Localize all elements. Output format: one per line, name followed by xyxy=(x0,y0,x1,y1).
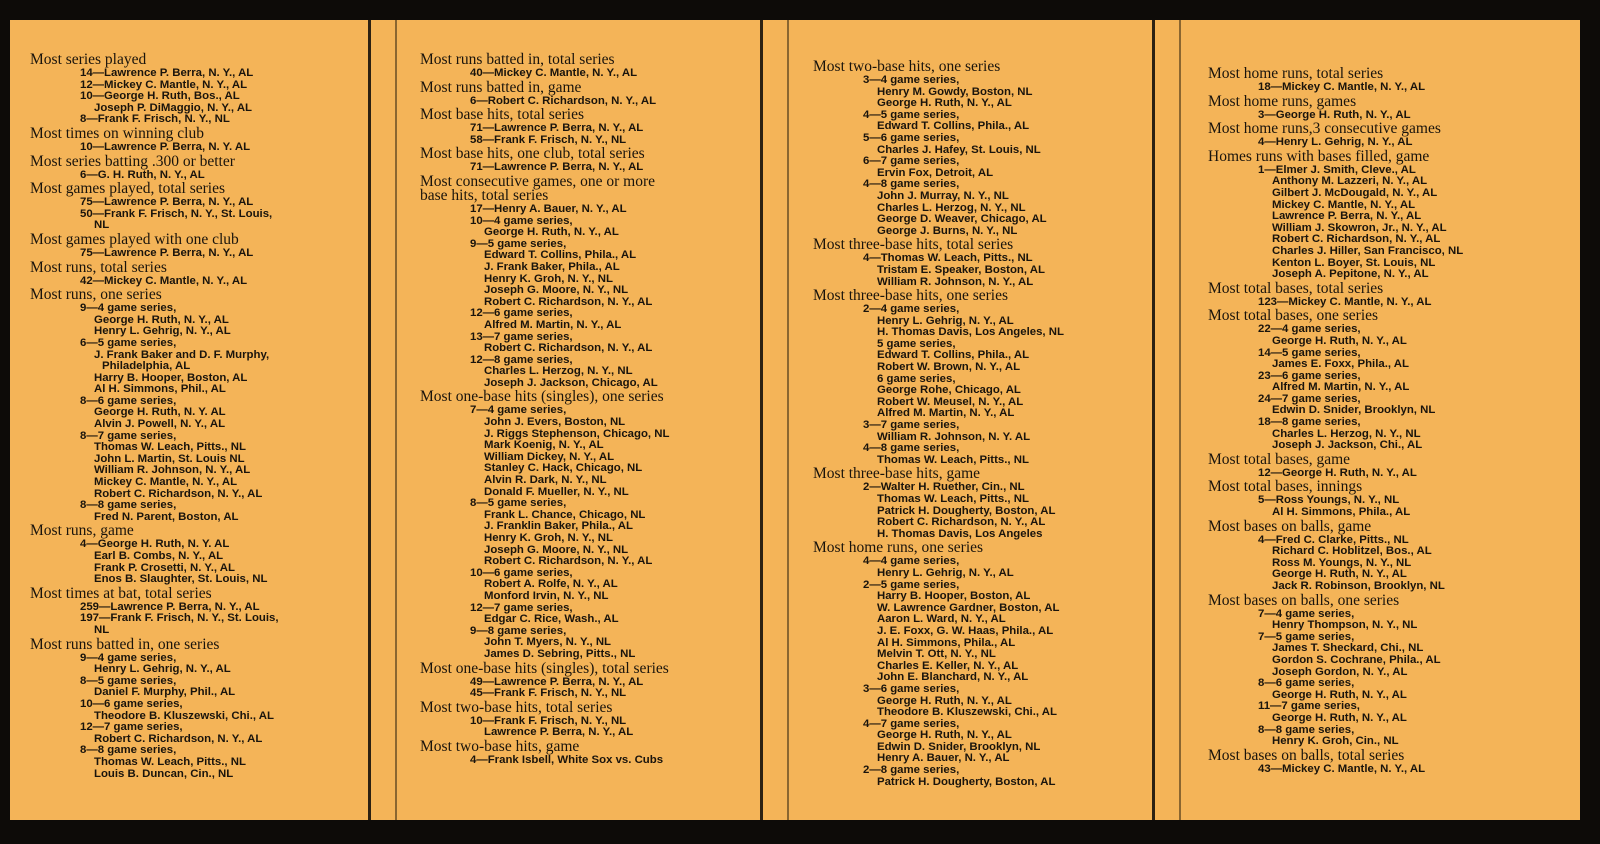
record-entry: 4—Thomas W. Leach, Pitts., NL xyxy=(863,252,1033,265)
record-entry: 23—6 game series, xyxy=(1258,369,1361,382)
record-entry: 45—Frank F. Frisch, N. Y., NL xyxy=(470,687,627,700)
record-section xyxy=(30,523,365,585)
record-entry: 4—George H. Ruth, N. Y. AL xyxy=(80,538,230,551)
record-entry-continued: William R. Johnson, N. Y., AL xyxy=(877,275,1034,288)
record-entry-continued: Anthony M. Lazzeri, N. Y., AL xyxy=(1272,175,1428,188)
record-entry-continued: H. Thomas Davis, Los Angeles xyxy=(877,527,1043,540)
record-entry: 4—Henry L. Gehrig, N. Y., AL xyxy=(1258,136,1413,149)
record-section xyxy=(1208,94,1558,122)
record-entry: 12—Mickey C. Mantle, N. Y., AL xyxy=(80,78,248,91)
record-entry: 10—4 game series, xyxy=(470,214,573,227)
panel-4 xyxy=(1208,66,1558,775)
record-entry: 75—Lawrence P. Berra, N. Y., AL xyxy=(80,246,254,259)
fold-line xyxy=(368,20,371,820)
record-entry-continued: NL xyxy=(94,623,110,636)
record-entry: 14—Lawrence P. Berra, N. Y., AL xyxy=(80,67,254,79)
record-entry-continued: J. Frank Baker and D. F. Murphy, xyxy=(94,348,270,361)
record-section xyxy=(420,661,755,700)
record-entry: 8—Frank F. Frisch, N. Y., NL xyxy=(80,113,230,126)
record-entry-continued: J. Franklin Baker, Phila., AL xyxy=(484,520,633,533)
record-entry: 12—7 game series, xyxy=(470,601,573,614)
record-entry-continued: Charles E. Keller, N. Y., AL xyxy=(877,659,1019,672)
record-entry: 8—5 game series, xyxy=(470,497,567,510)
record-entry: 8—5 game series, xyxy=(80,674,177,687)
record-entry-continued: George J. Burns, N. Y., NL xyxy=(877,224,1018,237)
record-entry: 2—5 game series, xyxy=(863,578,960,591)
record-entry-continued: Henry L. Gehrig, N. Y., AL xyxy=(94,663,231,676)
record-entry: 40—Mickey C. Mantle, N. Y., AL xyxy=(470,67,638,79)
record-entry: 42—Mickey C. Mantle, N. Y., AL xyxy=(80,274,248,287)
panel-2 xyxy=(420,52,755,767)
record-entry: 49—Lawrence P. Berra, N. Y., AL xyxy=(470,675,644,688)
record-entry-continued: Henry A. Bauer, N. Y., AL xyxy=(877,752,1010,765)
record-entry: 18—Mickey C. Mantle, N. Y., AL xyxy=(1258,81,1426,93)
record-heading: Most base hits, total series xyxy=(420,106,585,124)
record-section xyxy=(420,389,755,660)
record-entry-continued: Joseph J. Jackson, Chicago, AL xyxy=(484,376,658,389)
record-entry-continued: Edwin D. Snider, Brooklyn, NL xyxy=(1272,404,1436,417)
record-heading: Most runs batted in, game xyxy=(420,78,582,96)
record-entry-continued: John J. Murray, N. Y., NL xyxy=(877,189,1009,202)
record-entry: 10—George H. Ruth, Bos., AL xyxy=(80,90,240,103)
record-entry-continued: William R. Johnson, N. Y., AL xyxy=(94,464,251,477)
record-entry-continued: Patrick H. Dougherty, Boston, AL xyxy=(877,775,1056,788)
record-entry: 12—7 game series, xyxy=(80,721,183,734)
record-heading: Most one-base hits (singles), one series xyxy=(420,388,664,406)
record-entry: 7—4 game series, xyxy=(470,404,567,417)
record-section xyxy=(813,237,1148,288)
record-entry: 24—7 game series, xyxy=(1258,392,1361,405)
record-entry-continued: Lawrence P. Berra, N. Y., AL xyxy=(484,726,634,739)
record-entry-continued: Robert W. Brown, N. Y., AL xyxy=(877,361,1021,374)
record-entry: 10—6 game series, xyxy=(470,566,573,579)
record-section xyxy=(1208,748,1558,776)
record-entry-continued: Joseph Gordon, N. Y., AL xyxy=(1272,665,1408,678)
record-heading: Most runs, game xyxy=(30,522,134,540)
record-entry: 10—6 game series, xyxy=(80,697,183,710)
record-entry: 10—Frank F. Frisch, N. Y., NL xyxy=(470,714,627,727)
record-entry: 8—6 game series, xyxy=(80,394,177,407)
record-section xyxy=(813,288,1148,466)
record-entry: 11—7 game series, xyxy=(1258,700,1360,713)
record-heading-continued: base hits, total series xyxy=(420,186,549,204)
record-entry-continued: Edward T. Collins, Phila., AL xyxy=(877,120,1030,133)
record-entry: 58—Frank F. Frisch, N. Y., NL xyxy=(470,133,627,146)
record-entry: 8—8 game series, xyxy=(80,499,177,512)
record-entry-continued: Alvin R. Dark, N. Y., NL xyxy=(484,474,607,487)
record-entry-continued: Edwin D. Snider, Brooklyn, NL xyxy=(877,740,1041,753)
record-heading: Most total bases, one series xyxy=(1208,307,1379,325)
record-section xyxy=(813,59,1148,237)
record-section xyxy=(30,126,365,154)
record-entry-continued: Joseph G. Moore, N. Y., NL xyxy=(484,284,629,297)
record-heading: Most three-base hits, game xyxy=(813,465,981,483)
record-section xyxy=(30,287,365,523)
record-entry: 8—7 game series, xyxy=(80,429,177,442)
record-entry-continued: Robert C. Richardson, N. Y., AL xyxy=(877,516,1046,529)
record-entry-continued: 5 game series, xyxy=(877,337,956,350)
record-entry-continued: Al H. Simmons, Phila., AL xyxy=(877,636,1016,649)
record-heading: Most bases on balls, total series xyxy=(1208,746,1405,764)
record-entry-continued: Frank L. Chance, Chicago, NL xyxy=(484,508,646,521)
record-section xyxy=(1208,479,1558,518)
fold-line xyxy=(1179,20,1181,820)
record-entry-continued: Lawrence P. Berra, N. Y., AL xyxy=(1272,210,1422,223)
record-entry: 4—Fred C. Clarke, Pitts., NL xyxy=(1258,533,1409,546)
record-section xyxy=(813,466,1148,540)
record-entry-continued: Robert C. Richardson, N. Y., AL xyxy=(94,732,263,745)
record-entry-continued: George H. Ruth, N. Y., AL xyxy=(484,226,619,239)
record-entry-continued: Henry L. Gehrig, N. Y., AL xyxy=(877,566,1014,579)
record-heading: Most games played with one club xyxy=(30,230,239,248)
record-entry: 5—Ross Youngs, N. Y., NL xyxy=(1258,494,1400,507)
record-entry: 9—4 game series, xyxy=(80,302,177,315)
record-section xyxy=(420,739,755,767)
record-heading: Most series played xyxy=(30,51,147,68)
record-heading: Most runs batted in, one series xyxy=(30,635,220,653)
record-entry-continued: Robert C. Richardson, N. Y., AL xyxy=(484,555,653,568)
record-entry: 3—George H. Ruth, N. Y., AL xyxy=(1258,108,1411,121)
record-entry-continued: George H. Ruth, N. Y., AL xyxy=(1272,688,1407,701)
record-entry-continued: Thomas W. Leach, Pitts., NL xyxy=(877,453,1029,466)
record-entry-continued: Henry K. Groh, Cin., NL xyxy=(1272,735,1399,748)
record-entry-continued: Daniel F. Murphy, Phil., AL xyxy=(94,686,236,699)
record-heading: Most three-base hits, one series xyxy=(813,287,1008,305)
record-heading: Most times at bat, total series xyxy=(30,584,212,602)
record-entry-continued: NL xyxy=(94,219,110,232)
record-entry-continued: Robert W. Meusel, N. Y., AL xyxy=(877,395,1024,408)
record-heading: Most consecutive games, one or more xyxy=(420,172,656,190)
record-entry-continued: Joseph P. DiMaggio, N. Y., AL xyxy=(94,101,253,114)
record-entry-continued: Frank P. Crosetti, N. Y., AL xyxy=(94,561,235,574)
record-entry: 2—4 game series, xyxy=(863,303,960,316)
record-section xyxy=(30,154,365,182)
record-heading: Most total bases, innings xyxy=(1208,478,1363,496)
record-entry: 3—6 game series, xyxy=(863,682,960,695)
record-entry-continued: Charles L. Herzog, N. Y., NL xyxy=(877,201,1026,214)
record-entry: 259—Lawrence P. Berra, N. Y., AL xyxy=(80,600,260,613)
record-entry-continued: Thomas W. Leach, Pitts., NL xyxy=(94,441,246,454)
record-heading: Most base hits, one club, total series xyxy=(420,145,645,163)
record-heading: Most runs batted in, total series xyxy=(420,51,615,68)
record-entry: 10—Lawrence P. Berra, N. Y. AL xyxy=(80,140,251,153)
record-entry: 14—5 game series, xyxy=(1258,346,1361,359)
record-entry-continued: Richard C. Hoblitzel, Bos., AL xyxy=(1272,545,1432,558)
record-entry-continued: Mickey C. Mantle, N. Y., AL xyxy=(94,476,238,489)
record-entry: 8—6 game series, xyxy=(1258,677,1355,690)
record-section xyxy=(1208,593,1558,748)
record-entry-continued: 6 game series, xyxy=(877,372,956,385)
record-entry: 6—G. H. Ruth, N. Y., AL xyxy=(80,168,205,181)
record-heading: Most two-base hits, total series xyxy=(420,698,613,716)
record-entry-continued: Enos B. Slaughter, St. Louis, NL xyxy=(94,573,268,586)
fold-line xyxy=(787,20,789,820)
record-entry-continued: Patrick H. Dougherty, Boston, AL xyxy=(877,504,1056,517)
record-entry-continued: Alfred M. Martin, N. Y., AL xyxy=(1272,381,1410,394)
record-entry: 9—8 game series, xyxy=(470,624,567,637)
record-section xyxy=(420,52,755,80)
record-entry-continued: James T. Sheckard, Chi., NL xyxy=(1272,642,1424,655)
record-entry-continued: Edward T. Collins, Phila., AL xyxy=(484,249,637,262)
record-entry: 1—Elmer J. Smith, Cleve., AL xyxy=(1258,163,1416,176)
record-entry-continued: Jack R. Robinson, Brooklyn, NL xyxy=(1272,580,1445,592)
record-heading: Most two-base hits, game xyxy=(420,737,580,755)
fold-line xyxy=(1152,20,1155,820)
record-entry-continued: Gilbert J. McDougald, N. Y., AL xyxy=(1272,186,1438,199)
record-entry: 8—8 game series, xyxy=(1258,723,1355,736)
record-entry-continued: Donald F. Mueller, N. Y., NL xyxy=(484,485,629,498)
record-section xyxy=(1208,519,1558,593)
record-entry-continued: Joseph J. Jackson, Chi., AL xyxy=(1272,439,1423,452)
record-entry-continued: Philadelphia, AL xyxy=(102,360,191,373)
record-entry-continued: Ervin Fox, Detroit, AL xyxy=(877,166,994,179)
record-entry-continued: Alfred M. Martin, N. Y., AL xyxy=(877,407,1015,420)
record-entry-continued: Robert C. Richardson, N. Y., AL xyxy=(94,487,263,500)
record-section xyxy=(420,107,755,146)
record-entry: 3—7 game series, xyxy=(863,419,960,432)
record-entry-continued: Monford Irvin, N. Y., NL xyxy=(484,589,609,602)
record-entry: 4—8 game series, xyxy=(863,442,960,455)
record-entry-continued: George D. Weaver, Chicago, AL xyxy=(877,213,1047,226)
record-entry: 12—6 game series, xyxy=(470,307,573,320)
record-heading: Most one-base hits (singles), total series xyxy=(420,659,669,677)
record-heading: Most runs, total series xyxy=(30,258,167,276)
record-entry-continued: Alfred M. Martin, N. Y., AL xyxy=(484,318,622,331)
record-entry-continued: Henry K. Groh, N. Y., NL xyxy=(484,272,613,285)
record-entry-continued: Earl B. Combs, N. Y., AL xyxy=(94,550,224,562)
record-entry: 12—George H. Ruth, N. Y., AL xyxy=(1258,466,1417,479)
record-entry-continued: H. Thomas Davis, Los Angeles, NL xyxy=(877,326,1064,339)
record-entry: 71—Lawrence P. Berra, N. Y., AL xyxy=(470,161,644,174)
record-entry: 4—5 game series, xyxy=(863,108,960,121)
record-entry-continued: Ross M. Youngs, N. Y., NL xyxy=(1272,556,1412,569)
record-entry-continued: W. Lawrence Gardner, Boston, AL xyxy=(877,601,1060,614)
record-section xyxy=(30,181,365,232)
record-heading: Most times on winning club xyxy=(30,124,204,142)
record-entry-continued: William R. Johnson, N. Y. AL xyxy=(877,430,1031,443)
record-entry-continued: George H. Ruth, N. Y., AL xyxy=(1272,711,1407,724)
record-entry-continued: Aaron L. Ward, N. Y., AL xyxy=(877,613,1006,626)
record-entry: 6—7 game series, xyxy=(863,155,960,168)
record-entry: 4—Frank Isbell, White Sox vs. Cubs xyxy=(470,753,664,766)
record-entry-continued: Fred N. Parent, Boston, AL xyxy=(94,510,239,523)
record-entry-continued: Henry K. Groh, N. Y., NL xyxy=(484,532,613,544)
record-entry: 9—5 game series, xyxy=(470,237,567,250)
record-entry: 18—8 game series, xyxy=(1258,416,1361,429)
record-entry-continued: John E. Blanchard, N. Y., AL xyxy=(877,671,1029,684)
record-section xyxy=(30,52,365,126)
record-entry-continued: Robert C. Richardson, N. Y., AL xyxy=(484,342,653,355)
record-entry: 50—Frank F. Frisch, N. Y., St. Louis, xyxy=(80,207,273,220)
record-heading: Most games played, total series xyxy=(30,180,225,198)
record-entry-continued: Harry B. Hooper, Boston, AL xyxy=(877,590,1031,603)
record-section xyxy=(1208,308,1558,452)
record-entry-continued: George H. Ruth, N. Y., AL xyxy=(1272,334,1407,347)
record-entry-continued: Charles J. Hiller, San Francisco, NL xyxy=(1272,244,1464,257)
record-section xyxy=(1208,121,1558,149)
record-heading: Most runs, one series xyxy=(30,286,162,304)
record-heading: Most bases on balls, game xyxy=(1208,517,1372,535)
record-entry-continued: Harry B. Hooper, Boston, AL xyxy=(94,371,248,384)
record-entry-continued: Thomas W. Leach, Pitts., NL xyxy=(94,755,246,768)
record-entry-continued: Stanley C. Hack, Chicago, NL xyxy=(484,462,643,475)
record-entry-continued: Mark Koenig, N. Y., AL xyxy=(484,439,604,452)
record-entry: 123—Mickey C. Mantle, N. Y., AL xyxy=(1258,295,1432,308)
record-entry: 13—7 game series, xyxy=(470,330,573,343)
record-section xyxy=(30,232,365,260)
record-entry: 3—4 game series, xyxy=(863,74,960,86)
record-entry-continued: Al H. Simmons, Phila., AL xyxy=(1272,506,1411,519)
record-entry-continued: Robert C. Richardson, N. Y., AL xyxy=(484,295,653,308)
record-entry-continued: Alvin J. Powell, N. Y., AL xyxy=(94,418,226,431)
record-entry: 12—8 game series, xyxy=(470,353,573,366)
panel-3 xyxy=(813,59,1148,788)
record-section xyxy=(420,700,755,739)
record-entry-continued: John J. Evers, Boston, NL xyxy=(484,416,626,429)
record-entry: 6—5 game series, xyxy=(80,336,177,349)
record-entry-continued: George H. Ruth, N. Y., AL xyxy=(1272,568,1407,581)
record-entry: 6—Robert C. Richardson, N. Y., AL xyxy=(470,94,657,107)
fold-line xyxy=(760,20,763,820)
record-entry: 7—5 game series, xyxy=(1258,630,1355,643)
record-section xyxy=(1208,452,1558,480)
record-entry-continued: Melvin T. Ott, N. Y., NL xyxy=(877,648,996,661)
record-entry-continued: Joseph G. Moore, N. Y., NL xyxy=(484,543,629,556)
record-entry-continued: Robert C. Richardson, N. Y., AL xyxy=(1272,233,1441,246)
record-entry-continued: George H. Ruth, N. Y., AL xyxy=(877,694,1012,707)
record-section xyxy=(1208,281,1558,309)
record-entry-continued: J. Riggs Stephenson, Chicago, NL xyxy=(484,427,670,440)
record-entry-continued: John T. Myers, N. Y., NL xyxy=(484,636,612,649)
record-heading: Most series batting .300 or better xyxy=(30,152,235,170)
record-entry-continued: Gordon S. Cochrane, Phila., AL xyxy=(1272,653,1441,666)
record-entry-continued: Kenton L. Boyer, St. Louis, NL xyxy=(1272,256,1436,269)
record-heading: Most home runs,3 consecutive games xyxy=(1208,120,1441,138)
record-entry: 197—Frank F. Frisch, N. Y., St. Louis, xyxy=(80,612,279,625)
record-entry-continued: Charles J. Hafey, St. Louis, NL xyxy=(877,143,1041,156)
record-entry-continued: George Rohe, Chicago, AL xyxy=(877,384,1021,397)
record-entry-continued: William J. Skowron, Jr., N. Y., AL xyxy=(1272,221,1447,234)
record-entry-continued: J. E. Foxx, G. W. Haas, Phila., AL xyxy=(877,624,1054,637)
record-heading: Most total bases, game xyxy=(1208,450,1351,468)
record-section xyxy=(30,637,365,781)
record-heading: Homes runs with bases filled, game xyxy=(1208,147,1430,165)
record-entry: 43—Mickey C. Mantle, N. Y., AL xyxy=(1258,762,1426,775)
record-entry: 8—8 game series, xyxy=(80,744,177,757)
record-entry-continued: George H. Ruth, N. Y. AL xyxy=(94,406,226,419)
record-heading: Most bases on balls, one series xyxy=(1208,591,1400,609)
record-entry-continued: William Dickey, N. Y., AL xyxy=(484,450,615,463)
record-entry-continued: George H. Ruth, N. Y., AL xyxy=(877,97,1012,110)
record-entry-continued: Edward T. Collins, Phila., AL xyxy=(877,349,1030,362)
record-heading: Most three-base hits, total series xyxy=(813,236,1014,254)
record-entry: 75—Lawrence P. Berra, N. Y., AL xyxy=(80,196,254,209)
record-entry-continued: Theodore B. Kluszewski, Chi., AL xyxy=(877,706,1057,719)
record-heading: Most total bases, total series xyxy=(1208,279,1384,297)
record-entry-continued: Al H. Simmons, Phil., AL xyxy=(94,383,226,396)
record-entry-continued: George H. Ruth, N. Y., AL xyxy=(94,313,229,326)
fold-line xyxy=(395,20,397,820)
record-section xyxy=(813,540,1148,788)
record-heading: Most home runs, games xyxy=(1208,92,1357,110)
record-section xyxy=(1208,149,1558,281)
record-entry: 71—Lawrence P. Berra, N. Y., AL xyxy=(470,122,644,135)
record-entry: 2—Walter H. Ruether, Cin., NL xyxy=(863,481,1025,494)
record-entry-continued: Henry Thompson, N. Y., NL xyxy=(1272,619,1418,632)
record-entry-continued: Henry M. Gowdy, Boston, NL xyxy=(877,85,1033,98)
record-entry: 22—4 game series, xyxy=(1258,323,1361,336)
record-entry-continued: James E. Foxx, Phila., AL xyxy=(1272,358,1409,371)
panel-1 xyxy=(30,52,365,780)
record-section xyxy=(420,174,755,390)
record-entry-continued: J. Frank Baker, Phila., AL xyxy=(484,260,620,273)
record-entry: 4—8 game series, xyxy=(863,178,960,191)
record-entry: 4—7 game series, xyxy=(863,717,960,730)
record-entry: 7—4 game series, xyxy=(1258,607,1355,620)
record-entry-continued: Tristam E. Speaker, Boston, AL xyxy=(877,263,1045,276)
record-heading: Most home runs, total series xyxy=(1208,65,1384,82)
record-entry: 9—4 game series, xyxy=(80,651,177,664)
record-heading: Most two-base hits, one series xyxy=(813,58,1001,75)
record-entry: 2—8 game series, xyxy=(863,764,960,777)
record-entry-continued: Louis B. Duncan, Cin., NL xyxy=(94,767,234,780)
record-entry-continued: Henry L. Gehrig, N. Y., AL xyxy=(877,314,1014,327)
record-entry-continued: Edgar C. Rice, Wash., AL xyxy=(484,613,619,626)
record-entry-continued: Robert A. Rolfe, N. Y., AL xyxy=(484,578,618,591)
record-entry-continued: Charles L. Herzog, N. Y., NL xyxy=(1272,427,1421,440)
record-entry-continued: Mickey C. Mantle, N. Y., AL xyxy=(1272,198,1416,211)
record-section xyxy=(30,260,365,288)
record-entry: 17—Henry A. Bauer, N. Y., AL xyxy=(470,202,627,215)
record-entry: 5—6 game series, xyxy=(863,131,960,144)
record-entry-continued: George H. Ruth, N. Y., AL xyxy=(877,729,1012,742)
record-section xyxy=(1208,66,1558,94)
record-entry-continued: John L. Martin, St. Louis NL xyxy=(94,452,245,465)
record-entry-continued: Thomas W. Leach, Pitts., NL xyxy=(877,493,1029,505)
record-entry-continued: Henry L. Gehrig, N. Y., AL xyxy=(94,325,231,338)
record-entry-continued: Joseph A. Pepitone, N. Y., AL xyxy=(1272,268,1429,281)
record-entry: 4—4 game series, xyxy=(863,555,960,568)
record-entry-continued: James D. Sebring, Pitts., NL xyxy=(484,647,636,660)
record-entry-continued: Theodore B. Kluszewski, Chi., AL xyxy=(94,709,274,722)
record-section xyxy=(30,586,365,637)
record-heading: Most home runs, one series xyxy=(813,539,984,557)
record-section xyxy=(420,146,755,174)
record-section xyxy=(420,80,755,108)
record-entry-continued: Charles L. Herzog, N. Y., NL xyxy=(484,365,633,378)
